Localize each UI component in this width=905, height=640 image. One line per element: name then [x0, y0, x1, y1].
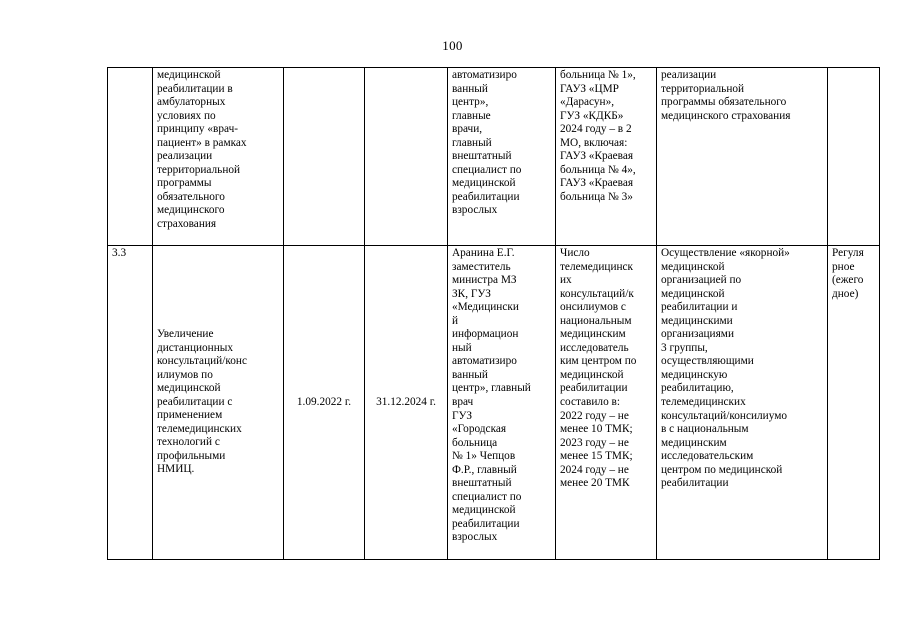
responsible-cell: автоматизиро ванный центр», главные врачи, главный внештатный специалист по медицинской реабилитации взрослых — [448, 68, 556, 246]
start-date-cell: 1.09.2022 г. — [284, 246, 365, 560]
end-date-cell: 31.12.2024 г. — [365, 246, 448, 560]
row-number-cell — [108, 68, 153, 246]
indicator-cell: больница № 1», ГАУЗ «ЦМР «Дарасун», ГУЗ «КДКБ» 2024 году – в 2 МО, включая: ГАУЗ «Краевая больница № 4», ГАУЗ «Краевая больница № 3» — [556, 68, 657, 246]
activity-name-cell: Увеличение дистанционных консультаций/конс илиумов по медицинской реабилитации с применением телемедицинских технологий с профильными НМИЦ. — [153, 246, 284, 560]
page-number: 100 — [442, 38, 463, 53]
activity-name-cell: медицинской реабилитации в амбулаторных условиях по принципу «врач- пациент» в рамках реализации территориальной программы обязательного медицинского страхования — [153, 68, 284, 246]
plan-table — [107, 67, 880, 560]
table-row — [108, 246, 880, 560]
result-cell: реализации территориальной программы обязательного медицинского страхования — [657, 68, 828, 246]
start-date-cell — [284, 68, 365, 246]
result-cell: Осуществление «якорной» медицинской организацией по медицинской реабилитации и медицинскими организациями 3 группы, осуществляющими медицинскую реабилитацию, телемедицинских консультаций/консилиумо в с национальным медицинским исследовательским центром по медицинской реабилитации — [657, 246, 828, 560]
responsible-cell: Аранина Е.Г. заместитель министра МЗ ЗК, ГУЗ «Медицински й информацион ный автоматизиро ванный центр», главный врач ГУЗ «Городская больница № 1» Чепцов Ф.Р., главный внештатный специалист по медицинской реабилитации взрослых — [448, 246, 556, 560]
regularity-cell: Регуля рное (ежего дное) — [828, 246, 880, 560]
table-row — [108, 68, 880, 246]
end-date-cell — [365, 68, 448, 246]
row-number-cell: 3.3 — [108, 246, 153, 560]
regularity-cell — [828, 68, 880, 246]
indicator-cell: Число телемедицинск их консультаций/к онсилиумов с национальным медицинским исследователь ким центром по медицинской реабилитации составило в: 2022 году – не менее 10 ТМК; 2023 году – не менее 15 ТМК; 2024 году – не менее 20 ТМК — [556, 246, 657, 560]
